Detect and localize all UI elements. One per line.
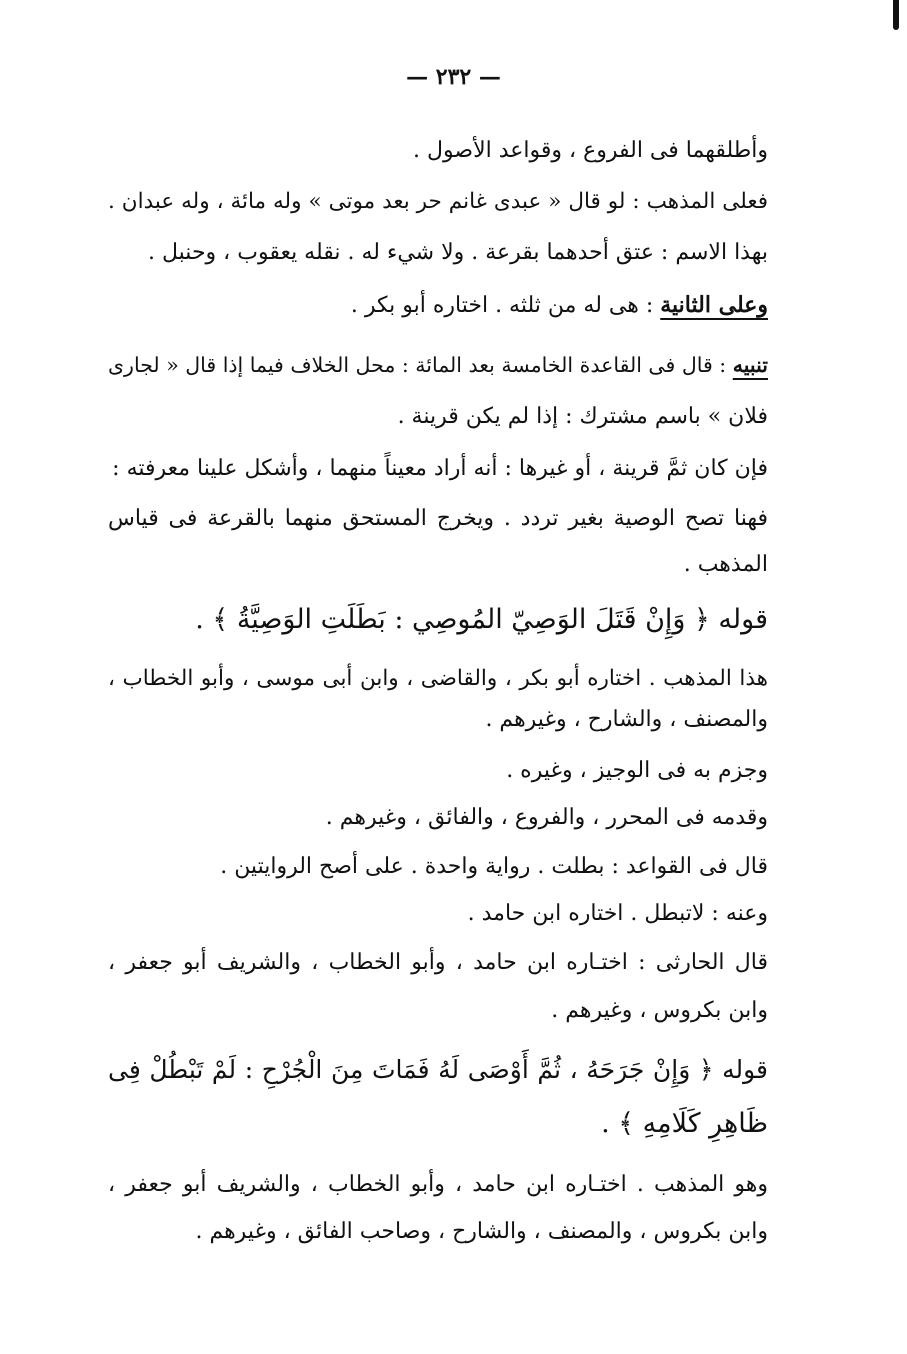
- text-line-body: : هى له من ثلثه . اختاره أبو بكر .: [350, 293, 661, 318]
- text-line: فلان » باسم مشترك : إذا لم يكن قرينة .: [397, 404, 768, 429]
- text-line: [351, 290, 768, 321]
- text-line: [108, 350, 768, 380]
- text-line: والمصنف ، والشارح ، وغيرهم .: [485, 707, 768, 732]
- text-line: فهنا تصح الوصية بغير تردد . ويخرج المستحق منهما بالقرعة فى قياس: [108, 506, 768, 531]
- quote-heading: قوله ﴿ وَإِنْ قَتَلَ الوَصِيّ المُوصِي : بَطَلَتِ الوَصِيَّةُ ﴾ .: [195, 604, 768, 635]
- text-line: هذا المذهب . اختاره أبو بكر ، والقاضى ، وابن أبى موسى ، وأبو الخطاب ،: [108, 666, 768, 691]
- text-line-body: : قال فى القاعدة الخامسة بعد المائة : محل الخلاف فيما إذا قال « لجارى: [108, 353, 733, 377]
- page-corner-mark: [893, 0, 899, 30]
- text-line: المذهب .: [683, 552, 768, 577]
- text-line: وقدمه فى المحرر ، والفروع ، والفائق ، وغيرهم .: [325, 805, 768, 830]
- quote-heading-continuation: ظَاهِرِ كَلَامِهِ ﴾ .: [601, 1108, 768, 1139]
- text-line: وجزم به فى الوجيز ، وغيره .: [506, 758, 768, 783]
- note-lead-label: تنبيه: [732, 353, 768, 377]
- text-line: بهذا الاسم : عتق أحدهما بقرعة . ولا شيء له . نقله يعقوب ، وحنبل .: [148, 240, 768, 265]
- text-line: وابن بكروس ، وغيرهم .: [551, 998, 768, 1023]
- text-line: وعنه : لاتبطل . اختاره ابن حامد .: [467, 901, 768, 926]
- text-line: فعلى المذهب : لو قال « عبدى غانم حر بعد موتى » وله مائة ، وله عبدان .: [108, 189, 768, 214]
- text-line: وهو المذهب . اختـاره ابن حامد ، وأبو الخطاب ، والشريف أبو جعفر ،: [108, 1172, 768, 1197]
- text-line: قال فى القواعد : بطلت . رواية واحدة . على أصح الروايتين .: [220, 854, 768, 879]
- text-line: وأطلقهما فى الفروع ، وقواعد الأصول .: [413, 138, 768, 163]
- text-line: وابن بكروس ، والمصنف ، والشارح ، وصاحب الفائق ، وغيرهم .: [195, 1219, 768, 1244]
- text-line: قال الحارثى : اختـاره ابن حامد ، وأبو الخطاب ، والشريف أبو جعفر ،: [108, 950, 768, 975]
- section-lead-label: وعلى الثانية: [660, 292, 768, 318]
- text-line: فإن كان ثمَّ قرينة ، أو غيرها : أنه أراد معيناً منهما ، وأشكل علينا معرفته :: [112, 456, 768, 481]
- quote-heading: قوله ﴿ وَإِنْ جَرَحَهُ ، ثُمَّ أَوْصَى لَهُ فَمَاتَ مِنَ الْجُرْحِ : لَمْ تَبْطُلْ فِى: [108, 1055, 768, 1084]
- page-number: — ٢٣٢ —: [406, 64, 501, 90]
